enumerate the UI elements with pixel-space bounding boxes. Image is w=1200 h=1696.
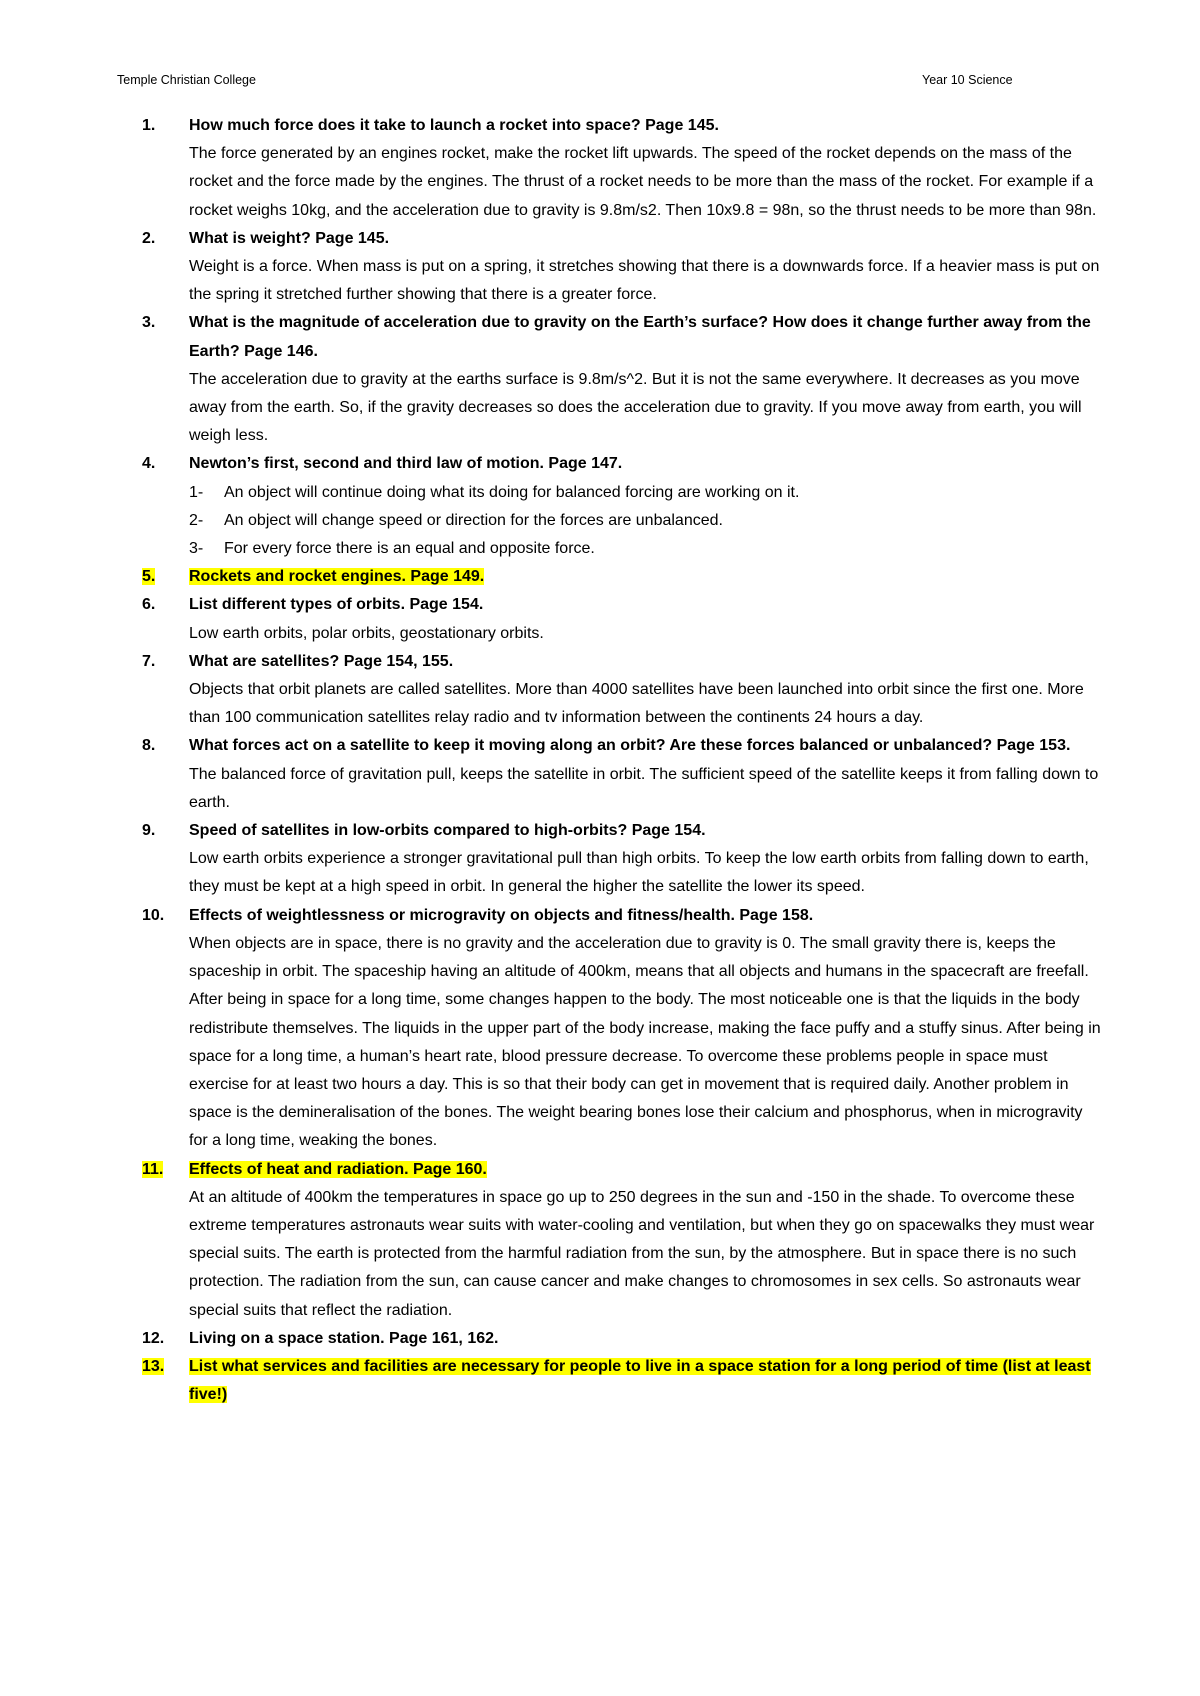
item-number: 9. [142, 822, 156, 840]
sub-list-item [189, 507, 1102, 535]
item-body [189, 225, 1102, 310]
item-body [189, 732, 1102, 817]
item-body [189, 1156, 1102, 1325]
sub-item-text: For every force there is an equal and opposite force. [224, 540, 595, 558]
sub-item-number: 2- [189, 511, 204, 529]
list-item [142, 1325, 1102, 1353]
answer-text: The balanced force of gravitation pull, keeps the satellite in orbit. The sufficient speed of the satellite keeps it from falling down to earth. [189, 765, 1099, 811]
item-body [189, 1353, 1102, 1409]
question-text: What is the magnitude of acceleration due to gravity on the Earth’s surface? How does it change further away from the Earth? Page 146. [189, 314, 1091, 360]
question-text: Rockets and rocket engines. Page 149. [189, 568, 485, 586]
question-text: What forces act on a satellite to keep it moving along an orbit? Are these forces balanced or unbalanced? Page 153. [189, 737, 1071, 755]
item-body [189, 563, 1102, 591]
answer-text: Low earth orbits experience a stronger gravitational pull than high orbits. To keep the low earth orbits from falling down to earth, they must be kept at a high speed in orbit. In general the higher the satellite the lower its speed. [189, 850, 1089, 896]
question-text: List different types of orbits. Page 154. [189, 596, 484, 614]
question-text: Living on a space station. Page 161, 162. [189, 1329, 499, 1347]
answer-text: Low earth orbits, polar orbits, geostationary orbits. [189, 624, 544, 642]
list-item [142, 817, 1102, 902]
item-number: 12. [142, 1329, 165, 1347]
item-number: 6. [142, 596, 156, 614]
item-number: 8. [142, 737, 156, 755]
item-number: 2. [142, 229, 156, 247]
item-body [189, 112, 1102, 225]
list-item [142, 648, 1102, 733]
item-body [189, 309, 1102, 450]
list-item [142, 563, 1102, 591]
item-number: 10. [142, 906, 165, 924]
sub-item-text: An object will continue doing what its doing for balanced forcing are working on it. [224, 483, 800, 501]
question-text: Newton’s first, second and third law of motion. Page 147. [189, 455, 623, 473]
question-list [142, 112, 1102, 1409]
item-body [189, 1325, 1102, 1353]
header-subject: Year 10 Science [922, 73, 1013, 87]
sub-item-number: 1- [189, 483, 204, 501]
list-item [142, 591, 1102, 647]
item-number: 11. [142, 1160, 164, 1178]
item-body [189, 648, 1102, 733]
question-text: Effects of weightlessness or microgravity on objects and fitness/health. Page 158. [189, 906, 814, 924]
question-text: What are satellites? Page 154, 155. [189, 652, 454, 670]
item-body [189, 817, 1102, 902]
list-item [142, 112, 1102, 225]
list-item [142, 732, 1102, 817]
item-body [189, 902, 1102, 1156]
item-number: 3. [142, 314, 156, 332]
item-number: 13. [142, 1357, 165, 1375]
question-text: Effects of heat and radiation. Page 160. [189, 1160, 487, 1178]
item-number: 1. [142, 117, 156, 134]
answer-text: Weight is a force. When mass is put on a spring, it stretches showing that there is a downwards force. If a heavier mass is put on the spring it stretched further showing that there is a greater force. [189, 258, 1100, 304]
answer-text: The acceleration due to gravity at the earths surface is 9.8m/s^2. But it is not the same everywhere. It decreases as you move away from the earth. So, if the gravity decreases so does the acceleration due to gravity. If you move away from earth, you will weigh less. [189, 370, 1082, 445]
list-item [142, 225, 1102, 310]
answer-text: The force generated by an engines rocket, make the rocket lift upwards. The speed of the rocket depends on the mass of the rocket and the force made by the engines. The thrust of a rocket needs to be more than the mass of the rocket. For example if a rocket weighs 10kg, and the acceleration due to gravity is 9.8m/s2. Then 10x9.8 = 98n, so the thrust needs to be more than 98n. [189, 145, 1097, 219]
answer-text: At an altitude of 400km the temperatures in space go up to 250 degrees in the sun and -150 in the shade. To overcome these extreme temperatures astronauts wear suits with water-cooling and ventilation, but when they go on spacewalks they must wear special suits. The earth is protected from the harmful radiation from the sun, by the atmosphere. But in space there is no such protection. The radiation from the sun, can cause cancer and make changes to chromosomes in sex cells. So astronauts wear special suits that reflect the radiation. [189, 1188, 1095, 1319]
list-item [142, 450, 1102, 563]
list-item [142, 902, 1102, 1156]
sub-list-item [189, 535, 1102, 563]
item-body [189, 450, 1102, 563]
item-number: 7. [142, 652, 156, 670]
answer-text: Objects that orbit planets are called satellites. More than 4000 satellites have been launched into orbit since the first one. More than 100 communication satellites relay radio and tv information between the continents 24 hours a day. [189, 681, 1084, 727]
list-item [142, 309, 1102, 450]
sub-item-text: An object will change speed or direction for the forces are unbalanced. [224, 511, 723, 529]
question-text: Speed of satellites in low-orbits compared to high-orbits? Page 154. [189, 822, 706, 840]
question-text: List what services and facilities are necessary for people to live in a space station for a long period of time (list at least five!) [189, 1357, 1091, 1404]
item-number: 5. [142, 568, 156, 586]
header-school: Temple Christian College [117, 73, 256, 87]
question-text: How much force does it take to launch a rocket into space? Page 145. [189, 117, 719, 134]
list-item [142, 1156, 1102, 1325]
item-number: 4. [142, 455, 156, 473]
list-item [142, 1353, 1102, 1409]
answer-text: When objects are in space, there is no gravity and the acceleration due to gravity is 0. The small gravity there is, keeps the spaceship in orbit. The spaceship having an altitude of 400km, means that all objects and humans in the spacecraft are freefall. After being in space for a long time, some changes happen to the body. The most noticeable one is that the liquids in the body redistribute themselves. The liquids in the upper part of the body increase, making the face puffy and a stuffy sinus. After being in space for a long time, a human’s heart rate, blood pressure decrease. To overcome these problems people in space must exercise for at least two hours a day. This is so that their body can get in movement that is required daily. Another problem in space is the demineralisation of the bones. The weight bearing bones lose their calcium and phosphorus, when in microgravity for a long time, weaking the bones. [189, 934, 1101, 1150]
question-text: What is weight? Page 145. [189, 229, 390, 247]
sub-list-item [189, 479, 1102, 507]
sub-item-number: 3- [189, 540, 204, 558]
item-body [189, 591, 1102, 647]
